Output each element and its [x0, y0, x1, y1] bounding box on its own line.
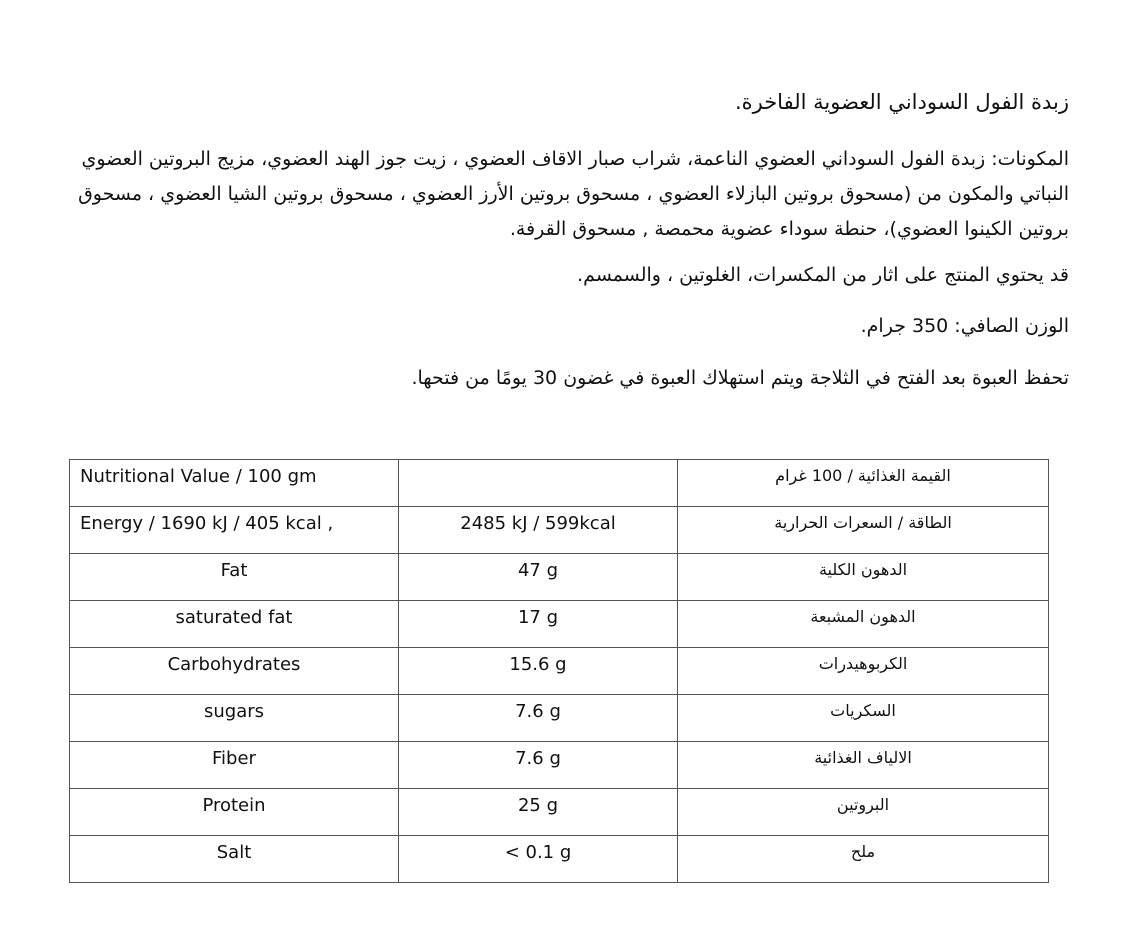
- table-row: [70, 742, 1049, 789]
- table-row: [70, 648, 1049, 695]
- table-row: [70, 789, 1049, 836]
- nutrient-name-en: sugars: [70, 695, 399, 742]
- table-row: [70, 836, 1049, 883]
- nutrient-value: 17 g: [399, 601, 678, 648]
- nutrient-name-ar: السكريات: [678, 695, 1049, 742]
- nutrient-value: < 0.1 g: [399, 836, 678, 883]
- nutrient-name-en: Salt: [70, 836, 399, 883]
- nutrient-name-ar: الطاقة / السعرات الحرارية: [678, 507, 1049, 554]
- table-row: [70, 695, 1049, 742]
- net-weight: الوزن الصافي: 350 جرام.: [860, 315, 1069, 337]
- nutrient-value: 7.6 g: [399, 742, 678, 789]
- nutrient-name-en: Carbohydrates: [70, 648, 399, 695]
- header-value: [399, 460, 678, 507]
- nutrient-name-ar: الكربوهيدرات: [678, 648, 1049, 695]
- table-row: [70, 554, 1049, 601]
- table-row: [70, 507, 1049, 554]
- product-title: زبدة الفول السوداني العضوية الفاخرة.: [734, 90, 1069, 114]
- nutrient-value: 7.6 g: [399, 695, 678, 742]
- allergens-note: قد يحتوي المنتج على اثار من المكسرات، الغلوتين ، والسمسم.: [577, 264, 1069, 286]
- nutrient-name-en: Protein: [70, 789, 399, 836]
- nutrient-value: 2485 kJ / 599kcal: [399, 507, 678, 554]
- nutrition-header-row: [70, 460, 1049, 507]
- nutrient-name-ar: ملح: [678, 836, 1049, 883]
- nutrient-value: 47 g: [399, 554, 678, 601]
- nutrient-name-en: Energy / 1690 kJ / 405 kcal ,: [70, 507, 399, 554]
- nutrient-name-en: Fat: [70, 554, 399, 601]
- header-english: Nutritional Value / 100 gm: [70, 460, 399, 507]
- nutrient-name-ar: البروتين: [678, 789, 1049, 836]
- ingredients-paragraph: المكونات: زبدة الفول السوداني العضوي الناعمة، شراب صبار الاقاف العضوي ، زيت جوز الهند العضوي، مزيج البروتين العضوي النباتي والمكون من (مسحوق بروتين البازلاء العضوي ، مسحوق بروتين الأرز العضوي ، مسحوق بروتين الشيا العضوي ، مسحوق بروتين الكينوا العضوي)، حنطة سوداء عضوية محمصة , مسحوق القرفة.: [78, 148, 1069, 240]
- nutrient-name-ar: الدهون المشبعة: [678, 601, 1049, 648]
- nutrient-name-ar: الدهون الكلية: [678, 554, 1049, 601]
- nutrient-value: 15.6 g: [399, 648, 678, 695]
- nutrient-name-en: saturated fat: [70, 601, 399, 648]
- nutrient-value: 25 g: [399, 789, 678, 836]
- header-arabic: القيمة الغذائية / 100 غرام: [678, 460, 1049, 507]
- nutrition-table: [69, 459, 1049, 883]
- nutrient-name-ar: الالياف الغذائية: [678, 742, 1049, 789]
- table-row: [70, 601, 1049, 648]
- nutrient-name-en: Fiber: [70, 742, 399, 789]
- storage-instructions: تحفظ العبوة بعد الفتح في الثلاجة ويتم استهلاك العبوة في غضون 30 يومًا من فتحها.: [411, 367, 1069, 389]
